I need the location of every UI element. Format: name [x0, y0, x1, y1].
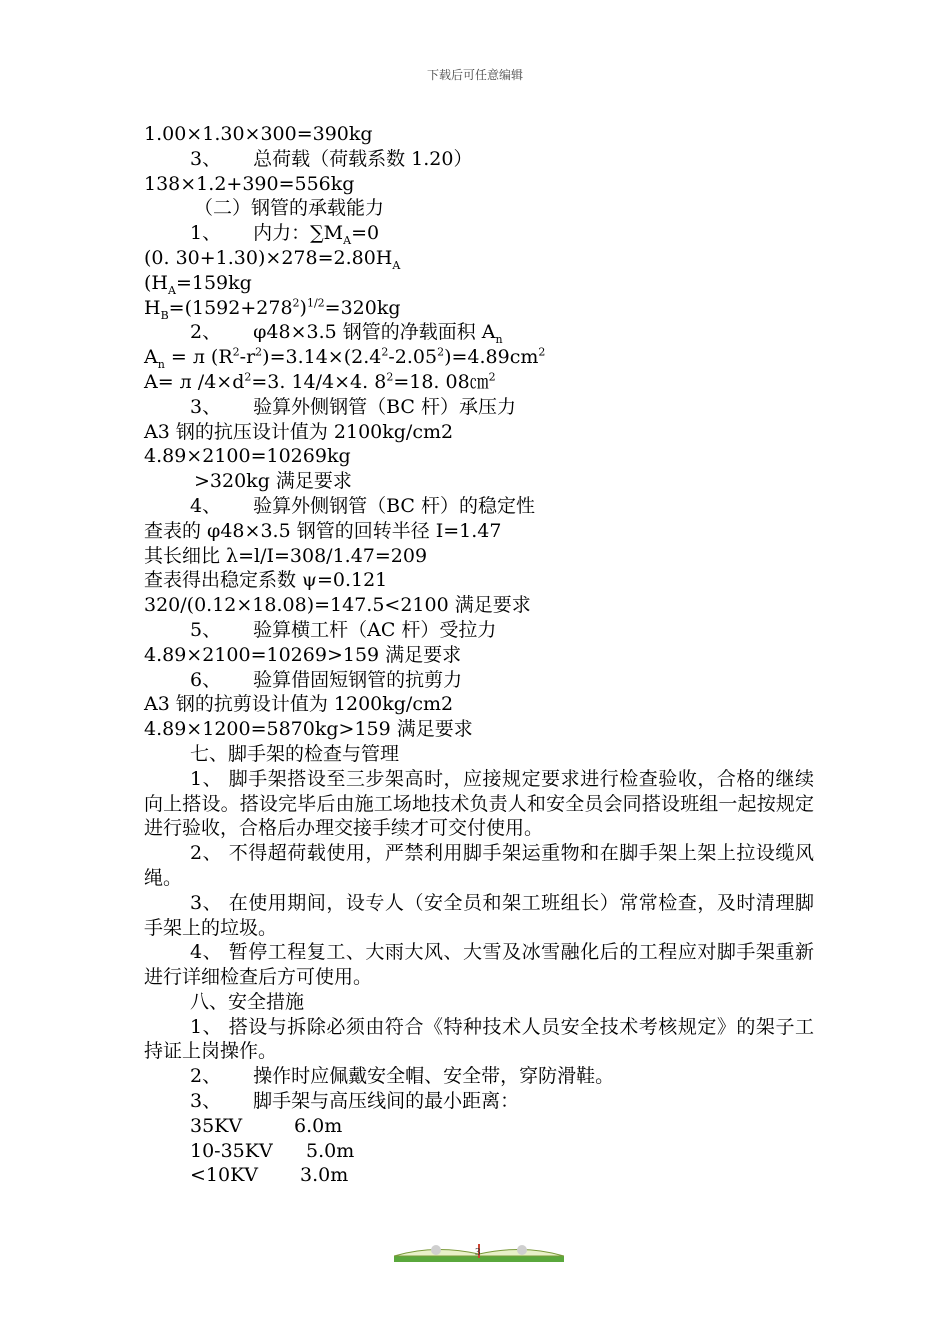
text-line: $H_B=(1592+278^2)^{1/2}=320kg$ [144, 296, 401, 322]
text-line: 2、 φ48×3.5 钢管的净载面积 $A_n$ [190, 321, 503, 347]
document-body [144, 122, 814, 1188]
text-line: 查表得出稳定系数 ψ=0.121 [144, 569, 388, 592]
text-line: >320kg 满足要求 [194, 470, 352, 493]
text-line: 4.89×1200=5870kg>159 满足要求 [144, 718, 473, 741]
distance-row [144, 1114, 814, 1139]
voltage-label: 35KV [190, 1114, 243, 1137]
text-line: 6、 验算借固短钢管的抗剪力 [190, 668, 463, 691]
text-line: A3 钢的抗压设计值为 2100kg/cm2 [144, 420, 454, 443]
footer-book-ornament [394, 1240, 564, 1264]
section-heading: 八、安全措施 [190, 990, 305, 1013]
text-line: 1、 内力：$\sum M_A=0$ [190, 222, 380, 247]
distance-value: 5.0m [306, 1139, 355, 1162]
page-number: 3 [475, 1246, 481, 1258]
paragraph: 4、 暂停工程复工、大雨大风、大雪及冰雪融化后的工程应对脚手架重新进行详细检查后方可使用。 [144, 941, 814, 989]
text-line: 1.00×1.30×300=390kg [144, 123, 373, 145]
text-line: A= л $/4\times d^2=3$. 14/4×4. $8^2=18$. 08㎝$^2$ [144, 370, 496, 393]
paragraph: 3、 在使用期间，设专人（安全员和架工班组长）常常检查，及时清理脚手架上的垃圾。 [144, 891, 814, 939]
text-line: $A_n = л$ $(R^2-r^2)=3.14\times(2.4^2-2.05^2)=4.89cm^2$ [144, 345, 546, 371]
text-line: (0. $30+1.30)\times 278=2.80H_A$ [144, 246, 401, 272]
text-line: 3、 脚手架与高压线间的最小距离： [190, 1090, 520, 1113]
section-heading: （二）钢管的承载能力 [194, 197, 385, 220]
text-line: 查表的 φ48×3.5 钢管的回转半径 I=1.47 [144, 519, 502, 542]
text-line: 3、 验算外侧钢管（BC 杆）承压力 [190, 395, 516, 418]
voltage-label: 10-35KV [190, 1139, 273, 1162]
paragraph: 2、 不得超荷载使用，严禁利用脚手架运重物和在脚手架上架上拉设缆风绳。 [144, 842, 814, 889]
page-header: 下载后可任意编辑 [426, 68, 523, 82]
footer-left-flower [431, 1245, 441, 1255]
distance-row [144, 1163, 814, 1188]
text-line: 4.89×2100=10269>159 满足要求 [144, 643, 462, 666]
section-heading: 七、脚手架的检查与管理 [190, 742, 400, 765]
paragraph: 1、 搭设与拆除必须由符合《特种技术人员安全技术考核规定》的架子工持证上岗操作。 [144, 1015, 814, 1063]
text-line: 320/(0.12×18.08)=147.5<2100 满足要求 [144, 594, 531, 617]
paragraph: 1、 脚手架搭设至三步架高时，应接规定要求进行检查验收，合格的继续向上搭设。搭设完毕后由施工场地技术负责人和安全员会同搭设班组一起按规定进行验收，合格后办理交接手续才可交付使用。 [144, 767, 814, 840]
text-line: A3 钢的抗剪设计值为 1200kg/cm2 [144, 693, 454, 716]
footer-right-flower [517, 1245, 527, 1255]
text-line: 3、 总荷载（荷载系数 1.20） [190, 147, 473, 170]
distance-value: 6.0m [294, 1114, 343, 1137]
text-line: 4、 验算外侧钢管（BC 杆）的稳定性 [190, 494, 535, 517]
text-line: 其长细比 λ=l/I=308/1.47=209 [144, 544, 428, 567]
distance-value: 3.0m [300, 1164, 349, 1187]
distance-row [144, 1139, 814, 1164]
text-line: 2、 操作时应佩戴安全帽、安全带，穿防滑鞋。 [190, 1065, 615, 1088]
text-line: 5、 验算横工杆（AC 杆）受拉力 [190, 618, 497, 641]
voltage-label: <10KV [190, 1164, 259, 1187]
text-line: ($H_A=159kg$ [144, 271, 252, 297]
text-line: 138×1.2+390=556kg [144, 172, 355, 195]
text-line: 4.89×2100=10269kg [144, 445, 351, 468]
